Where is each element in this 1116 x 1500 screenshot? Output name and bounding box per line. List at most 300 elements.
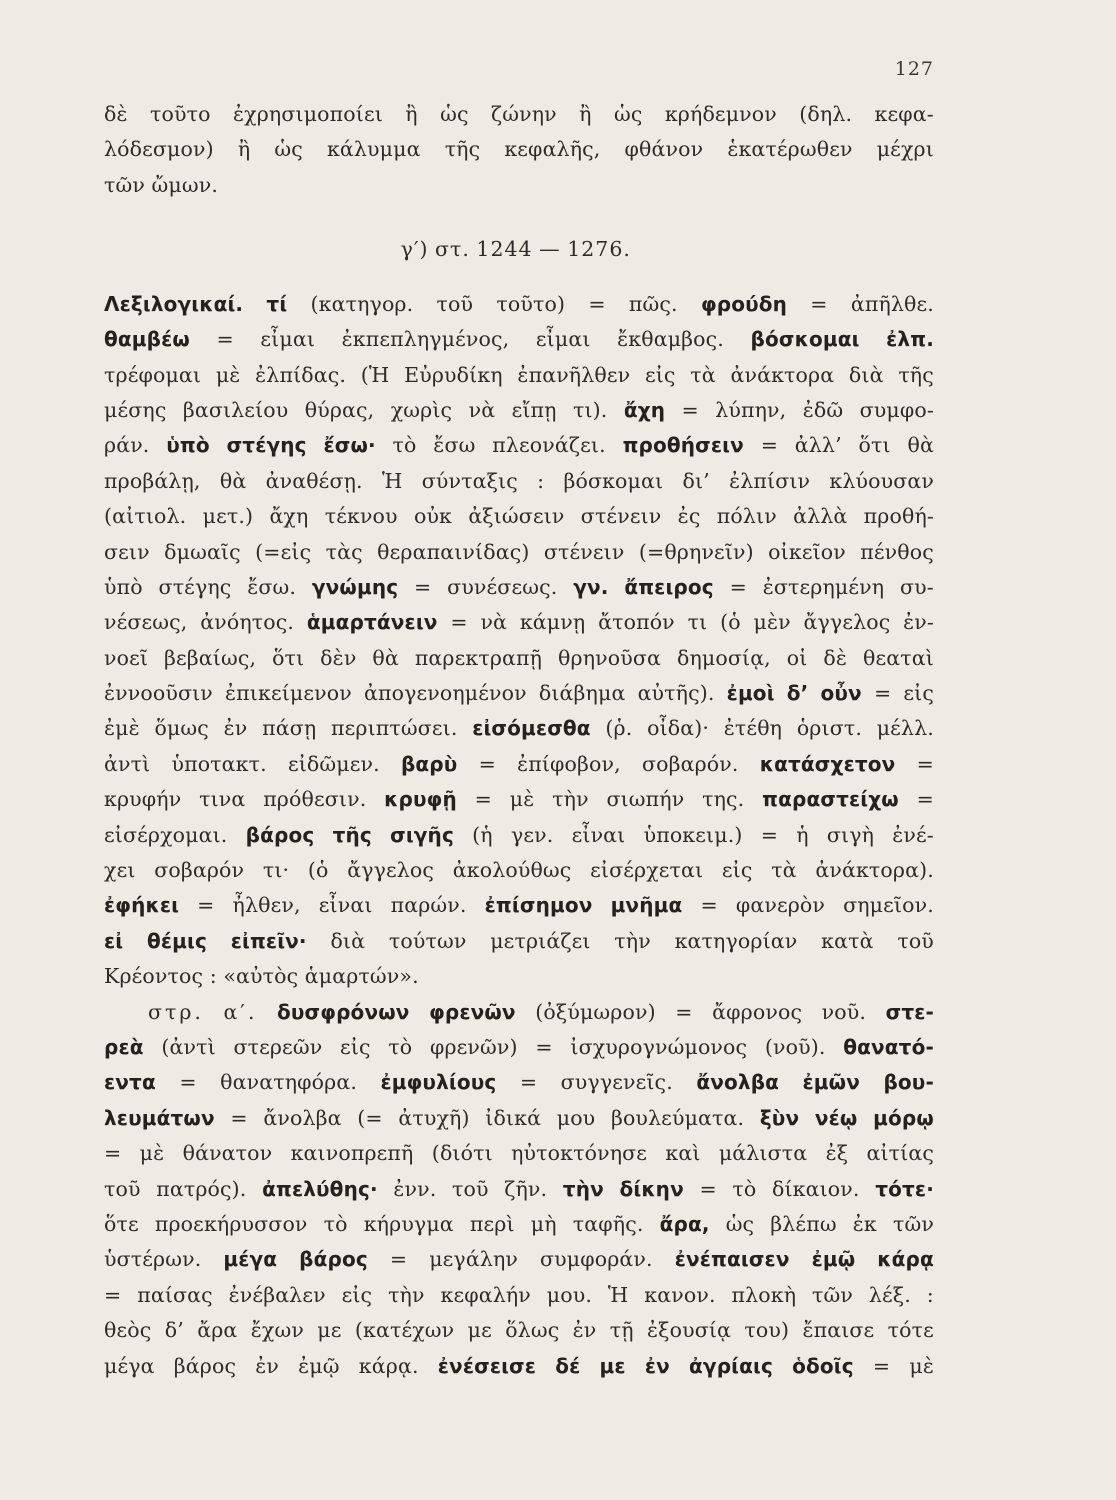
- word: δ’: [164, 1318, 184, 1343]
- word: θεραπαινίδας): [377, 539, 530, 564]
- text-line: [104, 750, 934, 778]
- word: πλοκὴ: [731, 1282, 797, 1307]
- word: ταφῆς.: [572, 1211, 644, 1236]
- word: γ′): [400, 236, 429, 261]
- word: ἀναθέσῃ.: [265, 468, 363, 493]
- word: με: [317, 1318, 342, 1343]
- word: σύνταξις: [421, 468, 518, 493]
- word: θάνατον: [182, 1141, 273, 1166]
- text-line: [104, 573, 934, 601]
- lemma-word: σιγῆς: [390, 822, 454, 847]
- word: ὑστέρων.: [104, 1247, 202, 1272]
- lemma-word: ἐνέσεισε: [437, 1353, 537, 1378]
- lemma-word: ἄχη: [623, 397, 666, 422]
- word: τῆς: [898, 362, 934, 387]
- lemma-word: λευμάτων: [104, 1105, 215, 1130]
- word: ἐξ: [825, 1141, 849, 1166]
- word: κατηγορίαν: [674, 928, 798, 953]
- lemma-word: βαρὺ: [400, 751, 458, 776]
- word: ἀνάκτορα).: [815, 858, 934, 883]
- word: γεν.: [510, 822, 554, 847]
- text-line: [104, 785, 934, 813]
- word: ἐξουσίᾳ: [647, 1318, 732, 1343]
- text-line: [104, 891, 934, 919]
- word: κεφαλῆς,: [504, 137, 601, 162]
- word: ἢ: [237, 137, 251, 162]
- word: τῶν: [812, 1282, 854, 1307]
- word: (ῥ.: [605, 716, 633, 741]
- word: πόλιν: [716, 504, 777, 529]
- word: ἀτυχῆ): [398, 1105, 470, 1130]
- word: ἀπῆλθε.: [850, 291, 934, 316]
- word: (νοῦ).: [764, 1034, 826, 1059]
- word: δμωαῖς: [164, 539, 241, 564]
- word: φρενῶν): [429, 1034, 518, 1059]
- word: =: [230, 1105, 248, 1130]
- word: ἄχη: [269, 504, 309, 529]
- word: οὐκ: [413, 504, 453, 529]
- word: ἐλπίσιν: [729, 468, 811, 493]
- word: =: [810, 291, 828, 316]
- word: =: [916, 787, 934, 812]
- word: τὰ: [690, 362, 716, 387]
- lemma-word: τότε·: [875, 1176, 934, 1201]
- word: λύπην,: [715, 397, 787, 422]
- word: νοῦ.: [821, 999, 867, 1024]
- lemma-word: θαμβέω: [104, 327, 190, 352]
- word: =: [872, 1353, 891, 1378]
- text-line: [104, 100, 934, 128]
- word: ἢ: [405, 102, 418, 126]
- word: ἐνέ-: [892, 822, 934, 847]
- lemma-word: προθήσειν: [622, 433, 744, 458]
- word: πῶς.: [628, 291, 678, 316]
- word: δι’: [682, 468, 710, 493]
- word: σοβαρόν: [154, 858, 245, 883]
- word: κεφαλήν: [440, 1282, 531, 1307]
- lemma-word: βόσκομαι: [750, 327, 860, 352]
- word: νὰ: [480, 610, 508, 635]
- word: (=εἰς: [255, 539, 312, 564]
- lemma-word: θέμις: [146, 928, 207, 953]
- word: σοβαρόν.: [641, 751, 739, 776]
- word: κρήδεμνον: [664, 102, 777, 126]
- word: στένειν: [580, 504, 662, 529]
- word: διάβημα: [538, 681, 626, 706]
- word: ἐν: [223, 716, 248, 741]
- word: (κατέχων: [354, 1318, 455, 1343]
- word: ἐννοοῦσιν: [104, 681, 213, 706]
- word: τῶν: [893, 1211, 934, 1236]
- word: βόσκομαι: [563, 468, 664, 493]
- lemma-word: ἄρα,: [659, 1211, 710, 1236]
- lemma-word: ἀγρίαις: [689, 1353, 773, 1378]
- word: ὅτι: [272, 645, 305, 670]
- word: ἀκολούθως: [452, 858, 572, 883]
- word: τὴν: [552, 787, 589, 812]
- word: μὲ: [139, 1141, 165, 1166]
- word: =: [535, 1034, 553, 1059]
- word: σιγὴ: [826, 822, 875, 847]
- word: μέλλ.: [876, 716, 934, 741]
- word: =: [519, 1070, 538, 1095]
- word: θρηνοῦσα: [558, 645, 662, 670]
- word: ἀξιώσειν: [468, 504, 565, 529]
- word: στρ.: [148, 999, 204, 1024]
- word: καινοπρεπῆ: [290, 1141, 414, 1166]
- word: θεὸς: [104, 1318, 152, 1343]
- lemma-word: ἐμῷ: [811, 1247, 856, 1272]
- word: λέξ.: [868, 1282, 911, 1307]
- word: μὲν: [753, 610, 791, 635]
- word: νέσεως,: [104, 610, 188, 635]
- word: ὡς: [440, 102, 469, 126]
- word: κήρυγμα: [363, 1211, 454, 1236]
- word: τῶν: [104, 172, 145, 197]
- lemma-word: μόρῳ: [873, 1105, 934, 1130]
- word: Εὐρυδίκη: [404, 362, 503, 387]
- word: οἰκεῖον: [768, 539, 846, 564]
- lemma-word: με: [599, 1353, 626, 1378]
- word: μεγάλην: [429, 1247, 519, 1272]
- word: ἐμῷ: [298, 1353, 340, 1378]
- word: δίκαιον.: [771, 1176, 860, 1201]
- word: (ὀξύμωρον): [535, 999, 656, 1024]
- word: εἰσέρχομαι.: [104, 822, 228, 847]
- commentary-text: [104, 100, 934, 1387]
- word: προβάλῃ,: [104, 468, 201, 493]
- word: ηὐτοκτόνησε: [511, 1141, 648, 1166]
- lemma-word: ἄπειρος: [624, 574, 714, 599]
- word: προθή-: [863, 504, 934, 529]
- word: ὅμως: [154, 716, 209, 741]
- word: ἔσω.: [247, 574, 297, 599]
- word: =: [873, 681, 892, 706]
- lemma-word: ὑπὸ: [166, 433, 210, 458]
- text-line: [104, 608, 934, 636]
- word: ὡς: [725, 1211, 755, 1236]
- word: βάρος: [173, 1353, 237, 1378]
- word: ἀνόητος.: [200, 610, 295, 635]
- word: δὲ: [104, 102, 128, 126]
- text-line: [104, 962, 934, 990]
- lemma-word: φρενῶν: [429, 999, 516, 1024]
- word: ἰσχυρογνώμονος: [570, 1034, 748, 1059]
- word: —: [539, 236, 561, 261]
- lemma-word: ἐμοὶ: [726, 681, 775, 706]
- word: ἄφρονος: [712, 999, 803, 1024]
- word: ὁριστ.: [796, 716, 862, 741]
- text-line: [104, 714, 934, 742]
- word: 1276.: [567, 236, 631, 261]
- word: ράν.: [104, 433, 150, 458]
- text-line: [104, 856, 934, 884]
- text-lines: [104, 100, 934, 1380]
- text-line: [104, 1352, 934, 1380]
- lemma-word: κατάσχετον: [759, 751, 896, 776]
- word: της.: [702, 787, 745, 812]
- word: Κρέοντος: [104, 964, 204, 989]
- word: τι: [687, 610, 708, 635]
- word: τούτων: [388, 928, 467, 953]
- word: (ἀντὶ: [161, 1034, 216, 1059]
- lemma-word: γν.: [573, 574, 609, 599]
- word: ἐπίφοβον,: [517, 751, 621, 776]
- lemma-word: μνῆμα: [610, 893, 683, 918]
- word: εἶμαι: [535, 327, 591, 352]
- text-line: [104, 998, 934, 1026]
- text-line: [104, 467, 934, 495]
- word: δημοσίᾳ,: [676, 645, 771, 670]
- word: ἔκθαμβος.: [617, 327, 724, 352]
- lemma-word: τί: [266, 291, 288, 316]
- word: ὡς: [274, 137, 303, 162]
- lemma-word: ἔσω·: [323, 433, 376, 458]
- lemma-word: ἐφήκει: [104, 893, 180, 918]
- word: κατὰ: [821, 928, 874, 953]
- word: στέγης: [158, 574, 232, 599]
- word: συμφο-: [859, 397, 934, 422]
- word: τῇ: [609, 1318, 634, 1343]
- lemma-word: ρεὰ: [104, 1034, 144, 1059]
- word: =: [681, 397, 699, 422]
- word: κεφα-: [874, 102, 934, 126]
- word: ἔχων: [250, 1318, 304, 1343]
- word: πένθος: [860, 539, 934, 564]
- word: ἄγγελος: [347, 858, 435, 883]
- word: ἄγγελος: [803, 610, 891, 635]
- word: εἴπῃ: [511, 397, 557, 422]
- word: τοῦ: [451, 1176, 489, 1201]
- word: συ-: [900, 574, 934, 599]
- lemma-word: ἐνέπαισεν: [674, 1247, 790, 1272]
- word: ἐστερημένη: [762, 574, 885, 599]
- word: τὸ: [388, 1034, 413, 1059]
- word: =: [104, 1141, 122, 1166]
- word: διὰ: [848, 362, 884, 387]
- lemma-word: νέῳ: [814, 1105, 858, 1130]
- word: τέκνου: [324, 504, 398, 529]
- word: ἐδῶ: [802, 397, 844, 422]
- word: =: [699, 1176, 717, 1201]
- word: =: [104, 1282, 122, 1307]
- word: κάμνῃ: [519, 610, 586, 635]
- word: οἶδα)·: [647, 716, 710, 741]
- text-line: [104, 1316, 934, 1344]
- word: πατρός).: [156, 1176, 247, 1201]
- word: (=θρηνεῖν): [638, 539, 754, 564]
- lemma-word: στε-: [885, 999, 934, 1024]
- word: εἰς: [340, 1034, 371, 1059]
- word: αὐτῆς).: [637, 681, 715, 706]
- word: ἢ: [579, 102, 592, 126]
- word: διὰ: [330, 928, 366, 953]
- word: =: [197, 893, 215, 918]
- word: εἰς: [903, 681, 934, 706]
- word: 1244: [476, 236, 533, 261]
- word: θὰ: [372, 645, 399, 670]
- text-line: [104, 679, 934, 707]
- word: =: [588, 291, 606, 316]
- word: ἀλλὰ: [793, 504, 848, 529]
- word: σειν: [104, 539, 150, 564]
- word: θανατηφόρα.: [220, 1070, 358, 1095]
- word: ἄτοπόν: [598, 610, 675, 635]
- word: :: [926, 1282, 934, 1307]
- word: =: [179, 1070, 197, 1095]
- word: ἡ: [796, 822, 809, 847]
- lemma-word: κάρᾳ: [877, 1247, 934, 1272]
- word: ὑποκειμ.): [643, 822, 743, 847]
- text-line: [104, 431, 934, 459]
- text-line: [104, 1245, 934, 1273]
- word: τὸ: [392, 433, 417, 458]
- word: ἰδικά: [485, 1105, 542, 1130]
- word: βλέπω: [770, 1211, 837, 1236]
- word: τοῦτο: [150, 102, 211, 126]
- word: σημεῖον.: [843, 893, 934, 918]
- word: ὅτε: [104, 1211, 139, 1236]
- lemma-word: δέ: [555, 1353, 581, 1378]
- word: αἰτίας: [866, 1141, 934, 1166]
- word: τὴν: [388, 1282, 425, 1307]
- text-line: [104, 1104, 934, 1132]
- word: ἐνέβαλεν: [228, 1282, 326, 1307]
- word: (ὁ: [720, 610, 741, 635]
- lemma-word: στέγης: [226, 433, 307, 458]
- word: περὶ: [469, 1211, 515, 1236]
- text-line: [104, 1139, 934, 1167]
- word: μὴ: [530, 1211, 557, 1236]
- word: =: [216, 327, 234, 352]
- word: οἱ: [786, 645, 808, 670]
- word: σιωπήν: [606, 787, 685, 812]
- lemma-word: οὖν: [820, 681, 862, 706]
- text-line: [104, 821, 934, 849]
- lemma-word: εἰ: [104, 928, 124, 953]
- word: μὲ: [215, 362, 241, 387]
- word: πλεονάζει.: [492, 433, 606, 458]
- word: (δηλ.: [799, 102, 853, 126]
- word: μέγα: [104, 1353, 155, 1378]
- lemma-word: παραστείχω: [762, 787, 899, 812]
- word: καὶ: [665, 1141, 701, 1166]
- section-heading: [104, 235, 934, 263]
- word: δὲν: [320, 645, 357, 670]
- word: χει: [104, 858, 136, 883]
- word: εἶναι: [318, 893, 373, 918]
- word: =: [389, 1247, 408, 1272]
- word: κανον.: [644, 1282, 716, 1307]
- lemma-word: δίκην: [619, 1176, 684, 1201]
- word: του): [744, 1318, 790, 1343]
- lemma-word: ἐμφυλίους: [380, 1070, 497, 1095]
- word: =: [760, 433, 779, 458]
- word: λόδεσμον): [104, 137, 214, 162]
- word: στ.: [435, 236, 470, 261]
- word: =: [916, 751, 934, 776]
- word: μου: [556, 1105, 596, 1130]
- word: μου.: [546, 1282, 593, 1307]
- word: εἶναι: [571, 822, 626, 847]
- word: ὡς: [613, 102, 643, 126]
- word: εἰς: [341, 1282, 373, 1307]
- word: ἄρα: [197, 1318, 238, 1343]
- word: τινα: [199, 787, 246, 812]
- word: Ἡ: [607, 1282, 629, 1307]
- word: τὰ: [771, 858, 797, 883]
- word: :: [537, 468, 545, 493]
- word: =: [414, 574, 432, 599]
- lemma-word: εἰπεῖν·: [230, 928, 307, 953]
- word: θεαταὶ: [863, 645, 934, 670]
- word: δὲ: [823, 645, 848, 670]
- text-line: [104, 1281, 934, 1309]
- text-line: [104, 361, 934, 389]
- lemma-word: εἰσόμεσθα: [472, 716, 591, 741]
- word: συμφοράν.: [540, 1247, 653, 1272]
- word: εἰς: [644, 362, 676, 387]
- word: ζώνην: [490, 102, 557, 126]
- lemma-word: φρούδη: [700, 291, 788, 316]
- word: ὅλως: [505, 1318, 560, 1343]
- word: ἐπανῆλθεν: [517, 362, 631, 387]
- word: φθάνον: [624, 137, 704, 162]
- word: εἰδῶμεν.: [287, 751, 380, 776]
- word: πρόθεσιν.: [263, 787, 367, 812]
- lemma-word: ἄνολβα: [696, 1070, 780, 1095]
- lemma-word: ἐν: [644, 1353, 670, 1378]
- lemma-word: ἐμῶν: [802, 1070, 860, 1095]
- text-line: [104, 1033, 934, 1061]
- word: τὴν: [614, 928, 651, 953]
- word: τι).: [572, 397, 608, 422]
- word: κλύουσαν: [829, 468, 934, 493]
- word: (κατηγορ.: [310, 291, 414, 316]
- word: (αἰτιολ.: [104, 504, 187, 529]
- word: (διότι: [431, 1141, 493, 1166]
- word: νοεῖ: [104, 645, 149, 670]
- word: περιπτώσει.: [330, 716, 458, 741]
- word: ἀντὶ: [104, 751, 151, 776]
- word: μὲ: [909, 1353, 934, 1378]
- word: εἰσέρχεται: [590, 858, 704, 883]
- text-line: [104, 135, 934, 163]
- word: τοῦ: [104, 1176, 141, 1201]
- word: κάρᾳ.: [358, 1353, 419, 1378]
- text-line: [104, 325, 934, 353]
- lemma-word: ξὺν: [759, 1105, 800, 1130]
- word: τὰς: [325, 539, 363, 564]
- word: χωρὶς: [390, 397, 453, 422]
- word: ἀπογενοημένον: [363, 681, 527, 706]
- word: (Ἡ: [360, 362, 390, 387]
- lemma-word: ἐπίσημον: [484, 893, 593, 918]
- lemma-word: κρυφῇ: [384, 787, 457, 812]
- text-line: [104, 396, 934, 424]
- word: ἦλθεν,: [232, 893, 301, 918]
- page-number: 127: [894, 58, 934, 80]
- lemma-word: βου-: [883, 1070, 934, 1095]
- word: τὸ: [323, 1211, 348, 1236]
- word: ἐκ: [852, 1211, 877, 1236]
- word: =: [474, 787, 492, 812]
- word: θύρας,: [304, 397, 375, 422]
- lemma-word: τὴν: [562, 1176, 604, 1201]
- word: τοῦ: [897, 928, 934, 953]
- word: (ἡ: [472, 822, 493, 847]
- word: ἔπαισε: [802, 1318, 875, 1343]
